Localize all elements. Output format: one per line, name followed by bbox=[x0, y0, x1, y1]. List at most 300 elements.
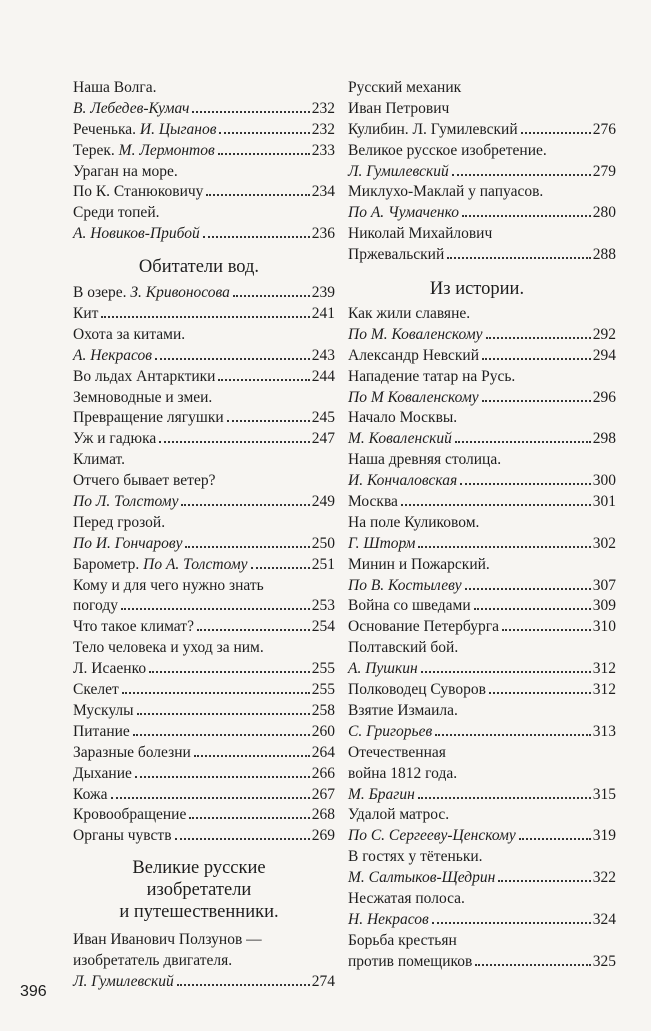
toc-entry bbox=[73, 450, 335, 471]
toc-entry bbox=[348, 847, 616, 868]
toc-entry-text bbox=[73, 638, 264, 659]
dot-leader bbox=[251, 567, 310, 569]
entry-page-number: 243 bbox=[311, 346, 335, 364]
toc-entry bbox=[348, 513, 616, 534]
entry-page-number: 294 bbox=[592, 346, 616, 364]
toc-entry bbox=[73, 555, 335, 576]
entry-page-number: 232 bbox=[311, 120, 335, 138]
entry-author: По М. Коваленскому bbox=[348, 325, 483, 343]
dot-leader bbox=[452, 174, 591, 176]
toc-entry-text bbox=[73, 429, 156, 450]
entry-page-number: 244 bbox=[311, 367, 335, 385]
toc-entry bbox=[348, 429, 616, 450]
entry-page-number: 301 bbox=[592, 493, 616, 511]
toc-entry bbox=[73, 367, 335, 388]
toc-entry bbox=[73, 429, 335, 450]
entry-page-number: 276 bbox=[592, 120, 616, 138]
entry-title: Борьба крестьян bbox=[348, 931, 457, 949]
toc-entry bbox=[73, 304, 335, 325]
dot-leader bbox=[435, 734, 591, 736]
entry-title: Реченька. bbox=[73, 120, 140, 138]
entry-page-number: 266 bbox=[311, 764, 335, 782]
toc-entry-text bbox=[348, 162, 449, 183]
dot-leader bbox=[474, 608, 591, 610]
toc-entry bbox=[348, 388, 616, 409]
entry-title: Превращение лягушки bbox=[73, 409, 224, 427]
entry-title: Перед грозой. bbox=[73, 513, 166, 531]
dot-leader bbox=[194, 755, 310, 757]
entry-page-number: 269 bbox=[311, 827, 335, 845]
entry-title: Кровообращение bbox=[73, 806, 187, 824]
entry-title: Охота за китами. bbox=[73, 325, 186, 343]
entry-page-number: 267 bbox=[311, 785, 335, 803]
entry-title: Отечественная bbox=[348, 743, 446, 761]
dot-leader bbox=[159, 441, 310, 443]
toc-entry-text bbox=[73, 513, 165, 534]
entry-author: А. Новиков-Прибой bbox=[73, 225, 200, 243]
right-block-2 bbox=[348, 304, 616, 973]
entry-title: Основание Петербурга bbox=[348, 618, 499, 636]
toc-entry-text bbox=[73, 203, 159, 224]
dot-leader bbox=[177, 984, 310, 986]
entry-page-number: 247 bbox=[311, 430, 335, 448]
entry-page-number: 232 bbox=[311, 99, 335, 117]
dot-leader bbox=[447, 257, 590, 259]
toc-entry bbox=[73, 471, 335, 492]
dot-leader bbox=[401, 504, 591, 506]
dot-leader bbox=[219, 132, 309, 134]
toc-entry-text bbox=[73, 826, 172, 847]
toc-entry-text bbox=[348, 99, 449, 120]
heading-line: и путешественники. bbox=[119, 902, 279, 923]
entry-title: Пржевальский bbox=[348, 246, 445, 264]
toc-entry-text bbox=[73, 162, 178, 183]
dot-leader bbox=[122, 692, 310, 694]
toc-entry bbox=[348, 680, 616, 701]
entry-page-number: 309 bbox=[592, 597, 616, 615]
dot-leader bbox=[218, 153, 310, 155]
toc-entry bbox=[73, 785, 335, 806]
entry-author: М. Брагин bbox=[348, 785, 415, 803]
entry-page-number: 264 bbox=[311, 743, 335, 761]
entry-title: война 1812 года. bbox=[348, 764, 458, 782]
toc-entry-text bbox=[348, 617, 499, 638]
toc-entry bbox=[73, 346, 335, 367]
toc-entry bbox=[73, 513, 335, 534]
toc-entry bbox=[73, 492, 335, 513]
toc-entry bbox=[348, 952, 616, 973]
toc-entry-text bbox=[73, 722, 130, 743]
toc-entry-text bbox=[73, 701, 134, 722]
toc-entry-text bbox=[348, 889, 465, 910]
entry-author: И. Цыганов bbox=[139, 120, 217, 138]
dot-leader bbox=[418, 546, 590, 548]
toc-entry-text bbox=[73, 388, 212, 409]
entry-title: Минин и Пожарский. bbox=[348, 555, 490, 573]
section-heading-history: Из истории. bbox=[429, 279, 525, 300]
entry-page-number: 312 bbox=[592, 660, 616, 678]
toc-entry-text bbox=[348, 304, 470, 325]
toc-entry-text bbox=[73, 576, 264, 597]
dot-leader bbox=[432, 922, 591, 924]
toc-entry-text bbox=[348, 805, 449, 826]
entry-title: Тело человека и уход за ним. bbox=[73, 639, 264, 657]
toc-entry-text bbox=[73, 659, 146, 680]
dot-leader bbox=[482, 358, 591, 360]
entry-author: По М Коваленскому bbox=[348, 388, 479, 406]
entry-page-number: 288 bbox=[592, 246, 616, 264]
entry-title: Заразные болезни bbox=[73, 743, 191, 761]
entry-title: Несжатая полоса. bbox=[348, 889, 465, 907]
entry-title: Полководец Суворов bbox=[348, 681, 486, 699]
entry-title: Ураган на море. bbox=[73, 162, 178, 180]
toc-entry bbox=[348, 120, 616, 141]
toc-entry-text bbox=[73, 555, 248, 576]
toc-entry bbox=[73, 764, 335, 785]
entry-title: погоду bbox=[73, 597, 118, 615]
entry-page-number: 315 bbox=[592, 785, 616, 803]
toc-entry-text bbox=[348, 224, 492, 245]
toc-entry-text bbox=[348, 847, 483, 868]
dot-leader bbox=[206, 194, 309, 196]
dot-leader bbox=[192, 111, 309, 113]
entry-title: Терек. bbox=[73, 141, 119, 159]
entry-title: Как жили славяне. bbox=[348, 305, 471, 323]
entry-title: Л. Исаенко bbox=[73, 660, 147, 678]
entry-author: Л. Гумилевский bbox=[348, 162, 449, 180]
toc-entry bbox=[348, 576, 616, 597]
entry-page-number: 292 bbox=[592, 325, 616, 343]
toc-entry bbox=[73, 951, 335, 972]
toc-entry-text bbox=[73, 367, 215, 388]
entry-title: Нападение татар на Русь. bbox=[348, 367, 516, 385]
right-block-1 bbox=[348, 78, 616, 266]
toc-entry bbox=[73, 408, 335, 429]
toc-entry bbox=[73, 826, 335, 847]
dot-leader bbox=[227, 420, 310, 422]
entry-title: Уж и гадюка bbox=[73, 430, 157, 448]
toc-entry bbox=[73, 120, 335, 141]
toc-entry-text bbox=[73, 680, 119, 701]
toc-entry bbox=[73, 141, 335, 162]
toc-entry bbox=[73, 617, 335, 638]
toc-entry-text bbox=[73, 805, 186, 826]
entry-author: М. Лермонтов bbox=[118, 141, 215, 159]
entry-page-number: 236 bbox=[311, 225, 335, 243]
toc-entry bbox=[73, 680, 335, 701]
entry-title: Начало Москвы. bbox=[348, 409, 458, 427]
toc-entry bbox=[73, 162, 335, 183]
entry-title: Скелет bbox=[73, 681, 119, 699]
toc-entry-text bbox=[348, 596, 471, 617]
entry-title: Иван Петрович bbox=[348, 99, 450, 117]
toc-entry-text bbox=[73, 78, 157, 99]
entry-page-number: 302 bbox=[592, 534, 616, 552]
toc-entry-text bbox=[348, 182, 543, 203]
entry-title: Отчего бывает ветер? bbox=[73, 472, 216, 490]
toc-entry-text bbox=[348, 534, 415, 555]
toc-entry-text bbox=[73, 141, 215, 162]
dot-leader bbox=[465, 588, 591, 590]
toc-entry bbox=[348, 162, 616, 183]
entry-author: По И. Гончарову bbox=[73, 534, 183, 552]
toc-entry-text bbox=[348, 141, 547, 162]
toc-entry-text bbox=[73, 951, 232, 972]
toc-entry-text bbox=[73, 346, 152, 367]
toc-entry bbox=[348, 304, 616, 325]
entry-title: Александр Невский bbox=[348, 346, 480, 364]
entry-title: изобретатель двигателя. bbox=[73, 952, 233, 970]
entry-title: Миклухо-Маклай у папуасов. bbox=[348, 183, 544, 201]
entry-title: Русский механик bbox=[348, 79, 462, 96]
entry-title: Дыхание bbox=[73, 764, 132, 782]
dot-leader bbox=[489, 692, 591, 694]
toc-entry bbox=[73, 325, 335, 346]
dot-leader bbox=[498, 880, 590, 882]
entry-page-number: 260 bbox=[311, 722, 335, 740]
entry-author: А. Некрасов bbox=[73, 346, 153, 364]
entry-page-number: 245 bbox=[311, 409, 335, 427]
heading-line: изобретатели bbox=[146, 880, 252, 901]
toc-entry-text bbox=[73, 471, 215, 492]
entry-author: А. Пушкин bbox=[348, 660, 418, 678]
dot-leader bbox=[121, 608, 310, 610]
toc-entry bbox=[348, 224, 616, 245]
toc-entry-text bbox=[73, 450, 125, 471]
entry-page-number: 255 bbox=[311, 660, 335, 678]
dot-leader bbox=[149, 671, 310, 673]
toc-entry-text bbox=[348, 576, 462, 597]
entry-title: Николай Михайлович bbox=[348, 225, 493, 243]
toc-entry-text bbox=[348, 429, 452, 450]
entry-page-number: 274 bbox=[311, 972, 335, 990]
dot-leader bbox=[482, 400, 591, 402]
entry-page-number: 255 bbox=[311, 681, 335, 699]
toc-entry bbox=[348, 638, 616, 659]
entry-title: Удалой матрос. bbox=[348, 806, 450, 824]
page-number: 396 bbox=[20, 983, 47, 1000]
dot-leader bbox=[175, 838, 310, 840]
toc-entry-text bbox=[348, 659, 418, 680]
toc-entry-text bbox=[73, 764, 132, 785]
toc-entry bbox=[348, 596, 616, 617]
toc-entry bbox=[73, 576, 335, 597]
entry-title: Органы чувств bbox=[73, 827, 172, 845]
entry-page-number: 239 bbox=[311, 284, 335, 302]
toc-entry bbox=[73, 805, 335, 826]
toc-entry bbox=[348, 408, 616, 429]
toc-entry-text bbox=[348, 638, 458, 659]
entry-author: Н. Некрасов bbox=[348, 910, 429, 928]
entry-title: В гостях у тётеньки. bbox=[348, 848, 483, 866]
toc-entry-text bbox=[348, 245, 444, 266]
entry-page-number: 298 bbox=[592, 430, 616, 448]
toc-entry-text bbox=[73, 182, 203, 203]
toc-entry-text bbox=[348, 513, 479, 534]
toc-entry-text bbox=[348, 492, 398, 513]
dot-leader bbox=[135, 776, 310, 778]
toc-entry-text bbox=[73, 120, 216, 141]
entry-page-number: 241 bbox=[311, 305, 335, 323]
toc-entry-text bbox=[348, 868, 495, 889]
entry-page-number: 322 bbox=[592, 869, 616, 887]
toc-entry bbox=[73, 722, 335, 743]
dot-leader bbox=[189, 817, 309, 819]
entry-page-number: 279 bbox=[592, 162, 616, 180]
toc-entry bbox=[348, 659, 616, 680]
entry-page-number: 268 bbox=[311, 806, 335, 824]
dot-leader bbox=[455, 441, 591, 443]
entry-title: На поле Куликовом. bbox=[348, 513, 480, 531]
toc-entry bbox=[348, 910, 616, 931]
toc-entry-text bbox=[73, 972, 174, 993]
toc-entry-text bbox=[348, 701, 458, 722]
left-column bbox=[73, 78, 335, 993]
toc-entry-text bbox=[73, 785, 108, 806]
dot-leader bbox=[519, 838, 591, 840]
entry-title: Взятие Измаила. bbox=[348, 701, 458, 719]
toc-entry-text bbox=[73, 408, 224, 429]
toc-entry bbox=[348, 492, 616, 513]
entry-page-number: 313 bbox=[592, 722, 616, 740]
entry-author: По А. Чумаченко bbox=[348, 204, 460, 222]
toc-entry-text bbox=[348, 785, 415, 806]
toc-entry-text bbox=[73, 617, 194, 638]
entry-title: против помещиков bbox=[348, 952, 473, 970]
toc-entry bbox=[348, 245, 616, 266]
toc-entry bbox=[348, 743, 616, 764]
dot-leader bbox=[137, 713, 310, 715]
toc-entry-text bbox=[348, 952, 472, 973]
dot-leader bbox=[185, 546, 309, 548]
dot-leader bbox=[133, 734, 310, 736]
entry-page-number: 253 bbox=[311, 597, 335, 615]
entry-author: И. Кончаловская bbox=[348, 472, 458, 490]
dot-leader bbox=[418, 797, 591, 799]
toc-entry-text bbox=[73, 743, 191, 764]
entry-title: Война со шведами bbox=[348, 597, 471, 615]
toc-entry bbox=[348, 764, 616, 785]
entry-page-number: 319 bbox=[592, 827, 616, 845]
entry-title: Наша Волга. bbox=[73, 79, 157, 96]
toc-entry-text bbox=[348, 743, 446, 764]
entry-author: По А. Толстому bbox=[143, 555, 248, 573]
entry-author: Л. Гумилевский bbox=[73, 972, 174, 990]
dot-leader bbox=[101, 316, 309, 318]
entry-title: Среди топей. bbox=[73, 204, 160, 222]
toc-entry bbox=[348, 78, 616, 99]
toc-entry-text bbox=[348, 388, 479, 409]
dot-leader bbox=[233, 295, 310, 297]
entry-title: Климат. bbox=[73, 451, 126, 469]
toc-entry bbox=[348, 182, 616, 203]
dot-leader bbox=[197, 629, 310, 631]
toc-entry-text bbox=[348, 78, 461, 99]
toc-entry bbox=[73, 972, 335, 993]
entry-title: Иван Иванович Ползунов — bbox=[73, 931, 262, 949]
toc-entry-text bbox=[348, 346, 479, 367]
entry-author: В. Лебедев-Кумач bbox=[73, 99, 190, 117]
entry-page-number: 251 bbox=[311, 555, 335, 573]
dot-leader bbox=[155, 358, 310, 360]
dot-leader bbox=[218, 379, 309, 381]
entry-page-number: 312 bbox=[592, 681, 616, 699]
toc-entry-text bbox=[348, 408, 457, 429]
toc-entry bbox=[348, 931, 616, 952]
toc-entry-text bbox=[73, 304, 98, 325]
toc-entry-text bbox=[73, 930, 262, 951]
entry-page-number: 233 bbox=[311, 141, 335, 159]
toc-entry-text bbox=[348, 120, 518, 141]
toc-entry-text bbox=[348, 203, 459, 224]
toc-entry-text bbox=[348, 910, 429, 931]
toc-entry bbox=[348, 534, 616, 555]
entry-page-number: 296 bbox=[592, 388, 616, 406]
toc-entry bbox=[73, 534, 335, 555]
dot-leader bbox=[460, 483, 591, 485]
entry-title: По К. Станюковичу bbox=[73, 183, 204, 201]
toc-entry bbox=[73, 99, 335, 120]
toc-entry bbox=[348, 617, 616, 638]
toc-entry-text bbox=[348, 471, 457, 492]
toc-entry bbox=[73, 659, 335, 680]
entry-page-number: 325 bbox=[592, 952, 616, 970]
toc-entry bbox=[348, 203, 616, 224]
toc-entry-text bbox=[73, 325, 185, 346]
toc-entry bbox=[73, 930, 335, 951]
entry-author: По Л. Толстому bbox=[73, 493, 179, 511]
toc-entry bbox=[348, 722, 616, 743]
entry-title: Во льдах Антарктики bbox=[73, 367, 216, 385]
entry-page-number: 234 bbox=[311, 183, 335, 201]
toc-entry bbox=[73, 78, 335, 99]
toc-entry-text bbox=[348, 931, 457, 952]
toc-entry bbox=[73, 701, 335, 722]
entry-page-number: 324 bbox=[592, 910, 616, 928]
toc-entry bbox=[348, 785, 616, 806]
toc-entry bbox=[73, 203, 335, 224]
toc-entry bbox=[73, 283, 335, 304]
entry-title: Мускулы bbox=[73, 701, 134, 719]
entry-author: Г. Шторм bbox=[348, 534, 416, 552]
toc-entry bbox=[73, 224, 335, 245]
section-heading-inventors bbox=[73, 857, 335, 923]
left-block-1 bbox=[73, 78, 335, 245]
entry-author: М. Коваленский bbox=[348, 430, 452, 448]
dot-leader bbox=[462, 215, 591, 217]
entry-title: Наша древняя столица. bbox=[348, 451, 502, 469]
dot-leader bbox=[203, 236, 310, 238]
toc-entry-text bbox=[73, 224, 200, 245]
toc-entry bbox=[348, 555, 616, 576]
entry-title: Великое русское изобретение. bbox=[348, 141, 547, 159]
entry-title: Полтавский бой. bbox=[348, 639, 459, 657]
entry-title: Земноводные и змеи. bbox=[73, 388, 213, 406]
entry-author: З. Кривоносова bbox=[130, 284, 230, 302]
entry-title: Питание bbox=[73, 722, 130, 740]
toc-entry-text bbox=[348, 722, 432, 743]
entry-title: Кит bbox=[73, 305, 99, 323]
left-block-3 bbox=[73, 930, 335, 993]
toc-entry-text bbox=[73, 492, 178, 513]
entry-page-number: 307 bbox=[592, 576, 616, 594]
dot-leader bbox=[181, 504, 309, 506]
dot-leader bbox=[521, 132, 591, 134]
entry-title: Кожа bbox=[73, 785, 108, 803]
dot-leader bbox=[421, 671, 591, 673]
toc-entry-text bbox=[348, 367, 515, 388]
toc-entry bbox=[348, 99, 616, 120]
